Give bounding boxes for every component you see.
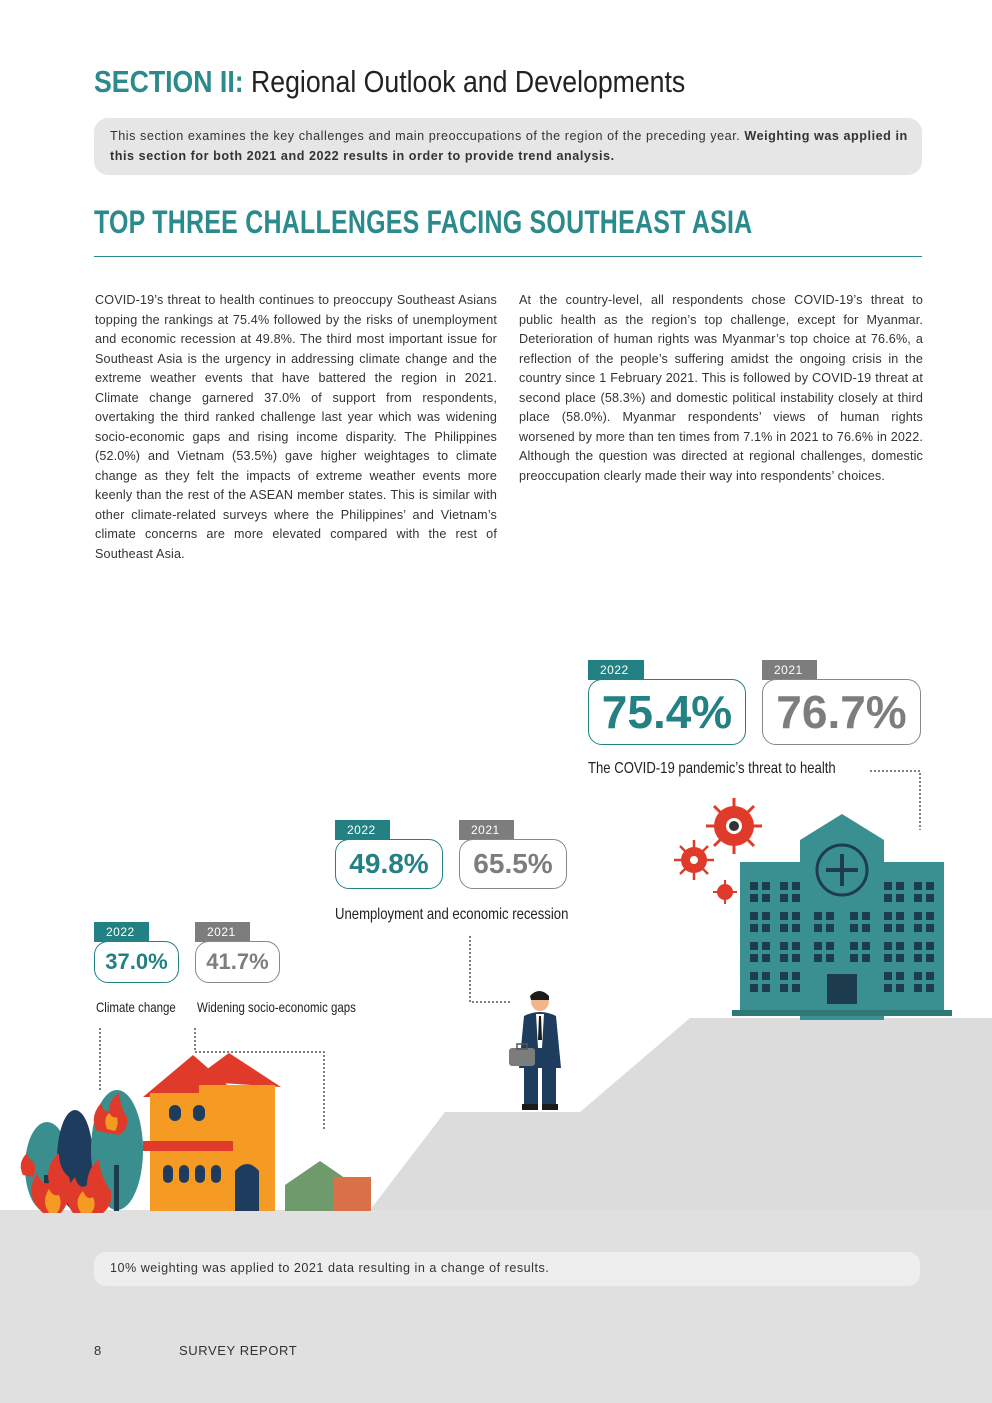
businessman-illustration — [505, 988, 575, 1114]
page-heading: TOP THREE CHALLENGES FACING SOUTHEAST ASIA — [94, 204, 753, 240]
intro-text — [110, 127, 910, 166]
climate-value-2022: 37.0% — [94, 941, 179, 983]
heading-rule — [94, 256, 922, 257]
unemployment-value-2022: 49.8% — [335, 839, 443, 889]
virus-icon-medium — [674, 840, 714, 880]
page-number: 8 — [94, 1343, 102, 1358]
virus-icon-large — [706, 798, 762, 854]
intro-bold: Weighting was applied in this section for both 2021 and 2022 results in order to provide trend analysis. — [110, 129, 908, 163]
houses-fire-illustration — [15, 1045, 375, 1213]
unemployment-caption: Unemployment and economic recession — [335, 906, 569, 923]
covid-caption: The COVID-19 pandemic’s threat to health — [588, 760, 836, 777]
unemployment-tag-2021: 2021 — [459, 820, 514, 840]
section-name: Regional Outlook and Developments — [251, 64, 686, 99]
footer-band — [0, 1210, 992, 1403]
unemployment-value-2021: 65.5% — [459, 839, 567, 889]
covid-value-2022: 75.4% — [588, 679, 746, 745]
note-text: 10% weighting was applied to 2021 data resulting in a change of results. — [110, 1261, 550, 1275]
gaps-value-2021: 41.7% — [195, 941, 280, 983]
section-label: SECTION II: — [94, 64, 244, 99]
climate-tag-2022: 2022 — [94, 922, 149, 942]
covid-value-2021: 76.7% — [762, 679, 921, 745]
gaps-caption: Widening socio-economic gaps — [197, 999, 356, 1015]
intro-regular: This section examines the key challenges and main preoccupations of the region of the preceding year. — [110, 129, 745, 143]
intro-box — [94, 118, 922, 175]
hospital-illustration — [670, 790, 970, 1020]
unemployment-tag-2022: 2022 — [335, 820, 390, 840]
gaps-tag-2021: 2021 — [195, 922, 250, 942]
climate-caption: Climate change — [96, 999, 176, 1015]
section-title — [94, 64, 685, 100]
body-column-right: At the country-level, all respondents chose COVID-19’s threat to public health as the region’s top challenge, except for Myanmar. Deterioration of human rights was Myanmar’s top choice at 76.6%, a reflection of the people’s suffering amidst the ongoing crisis in the country since 1 February 2021. This is followed by COVID-19 threat at second place (58.3%) and domestic political instability closely at third place (58.0%). Myanmar respondents’ views of human rights worsened by more than ten times from 7.1% in 2021 to 76.6% in 2022. Although the question was directed at regional challenges, domestic preoccupation clearly made their way into respondents’ choices. — [519, 293, 923, 483]
covid-tag-2022: 2022 — [588, 660, 644, 680]
note-box — [94, 1252, 920, 1286]
virus-icon-small — [713, 880, 737, 904]
report-label: SURVEY REPORT — [179, 1343, 298, 1358]
covid-tag-2021: 2021 — [762, 660, 817, 680]
body-column-left: COVID-19’s threat to health continues to preoccupy Southeast Asians topping the rankings at 75.4% followed by the risks of unemployment and economic recession at 49.8%. The third most important issue for Southeast Asia is the urgency in addressing climate change and the extreme weather events that have battered the region in 2021. Climate change garnered 37.0% of support from respondents, overtaking the third ranked challenge last year which was widening socio-economic gaps and rising income disparity. The Philippines (52.0%) and Vietnam (53.5%) gave higher weightages to climate change as they felt the impacts of extreme weather events more keenly than the rest of the ASEAN member states. This is similar with other climate-related surveys where the Philippines’ and Vietnam’s climate concerns are more elevated compared with the rest of Southeast Asia. — [95, 293, 497, 561]
